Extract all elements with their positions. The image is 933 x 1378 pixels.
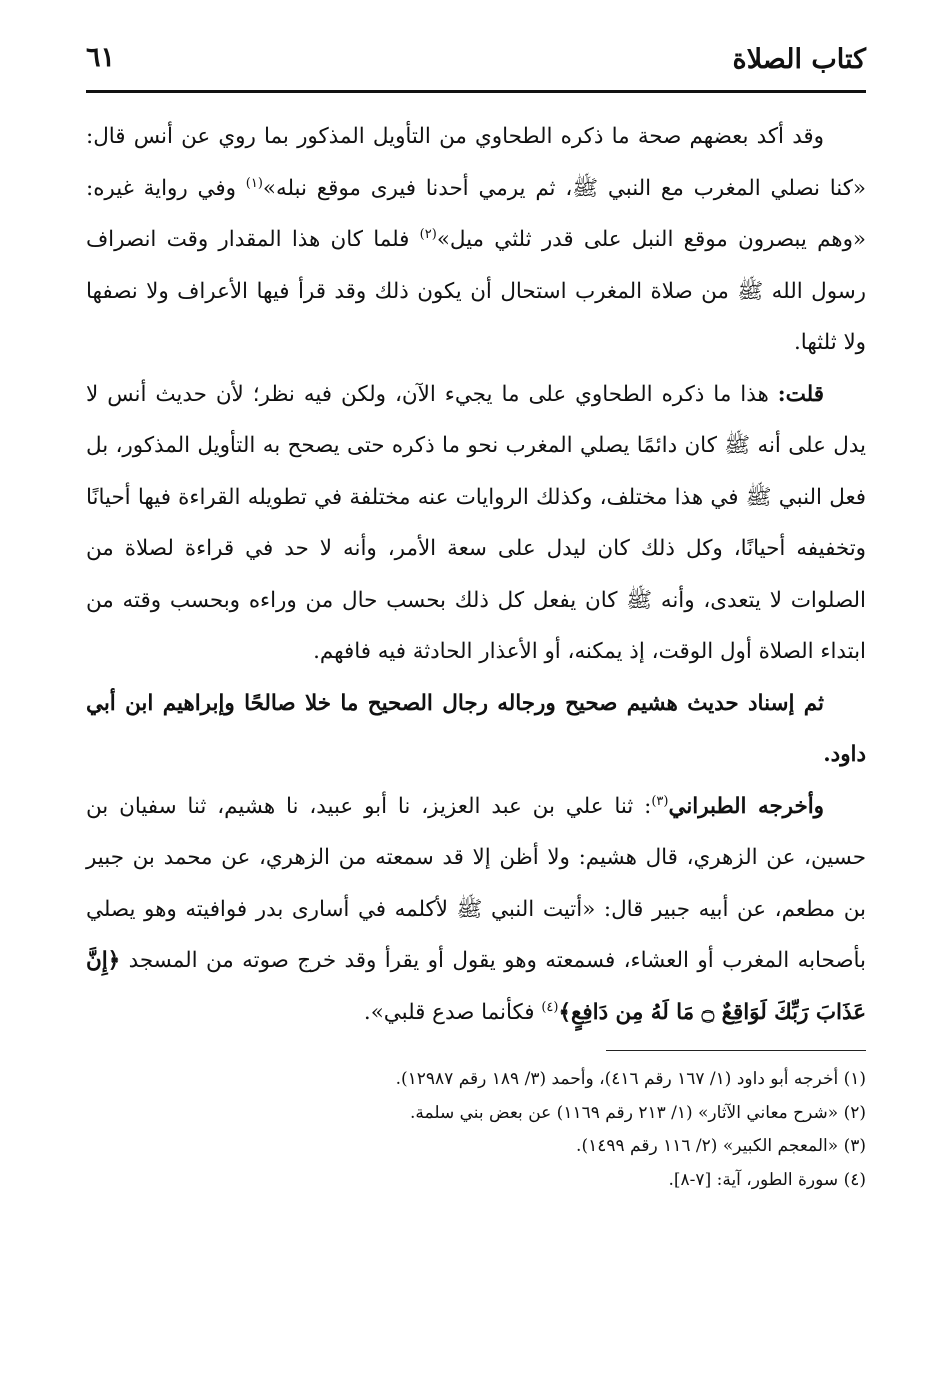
footnote-ref-1[interactable]: (١) [245, 175, 263, 191]
paragraph-lead: قلت: [777, 381, 824, 407]
quran-verse: ﴿إِنَّ عَذَابَ رَبِّكَ لَوَاقِعٌ ۝ مَا لَهُ مِن دَافِعٍ﴾ [86, 948, 866, 1025]
paragraph-1: وقد أكد بعضهم صحة ما ذكره الطحاوي من التأويل المذكور بما روي عن أنس قال: «كنا نصلي المغرب مع النبي ﷺ، ثم يرمي أحدنا فيرى موقع نبله»$^{(١)}$ وفي رواية غيره: «وهم يبصرون موقع النبل على قدر ثلثي ميل»$^{(٢)}$ فلما كان هذا المقدار وقت انصراف رسول الله ﷺ من صلاة المغرب استحال أن يكون ذلك وقد قرأ فيها الأعراف ولا نصفها ولا ثلثها. [86, 124, 867, 355]
footnotes [86, 1063, 866, 1197]
page-header [86, 30, 866, 93]
book-page [86, 30, 866, 1197]
paragraph-2: قلت: هذا ما ذكره الطحاوي على ما يجيء الآن، ولكن فيه نظر؛ لأن حديث أنس لا يدل على أنه ﷺ كان دائمًا يصلي المغرب نحو ما ذكره حتى يصحح به التأويل المذكور، بل فعل النبي ﷺ في هذا مختلف، وكذلك الروايات عنه مختلفة في تطويله القراءة فيها أحيانًا وتخفيفه أحيانًا، وكل ذلك كان ليدل على سعة الأمر، وأنه لا حد في قراءة لصلاة من الصلوات لا يتعدى، وأنه ﷺ كان يفعل كل ذلك بحسب حال من وراءه وبحسب وقته من ابتداء الصلاة أول الوقت، إذ يمكنه، أو الأعذار الحادثة فيه فافهم. [86, 381, 866, 664]
footnote-separator [606, 1050, 866, 1051]
page-number: ٦١ [86, 42, 116, 73]
footnote-3: (٣) «المعجم الكبير» (٢/ ١١٦ رقم ١٤٩٩). [576, 1136, 866, 1156]
paragraph-lead: وأخرجه الطبراني [668, 793, 824, 819]
paragraph-3: ثم إسناد حديث هشيم صحيح ورجاله رجال الصحيح ما خلا صالحًا وإبراهيم ابن أبي داود. [86, 690, 866, 767]
main-text [86, 111, 866, 1038]
running-title: كتاب الصلاة [732, 44, 866, 75]
footnote-ref-4[interactable]: (٤) [541, 999, 559, 1015]
footnote-2: (٢) «شرح معاني الآثار» (١/ ٢١٣ رقم ١١٦٩) عن بعض بني سلمة. [409, 1102, 866, 1123]
footnote-1: (١) أخرجه أبو داود (١/ ١٦٧ رقم ٤١٦)، وأحمد (٣/ ١٨٩ رقم ١٢٩٨٧). [395, 1069, 866, 1089]
footnote-ref-2[interactable]: (٢) [419, 226, 437, 242]
footnote-ref-3[interactable]: (٣) [651, 793, 669, 809]
paragraph-4: وأخرجه الطبراني$^{(٣)}$: ثنا علي بن عبد العزيز، نا أبو عبيد، نا هشيم، ثنا سفيان بن حسين، عن الزهري، قال هشيم: ولا أظن إلا قد سمعته من الزهري، عن محمد بن جبير بن مطعم، عن أبيه جبير قال: «أتيت النبي ﷺ لأكلمه في أسارى بدر فوافيته وهو يصلي بأصحابه المغرب أو العشاء، فسمعته وهو يقول أو يقرأ وقد خرج صوته من المسجد ﴿إِنَّ عَذَابَ رَبِّكَ لَوَاقِعٌ ۝ مَا لَهُ مِن دَافِعٍ﴾$^{(٤)}$ فكأنما صدع قلبي». [86, 793, 866, 1025]
footnote-4: (٤) سورة الطور، آية: [٧-٨]. [668, 1169, 866, 1190]
